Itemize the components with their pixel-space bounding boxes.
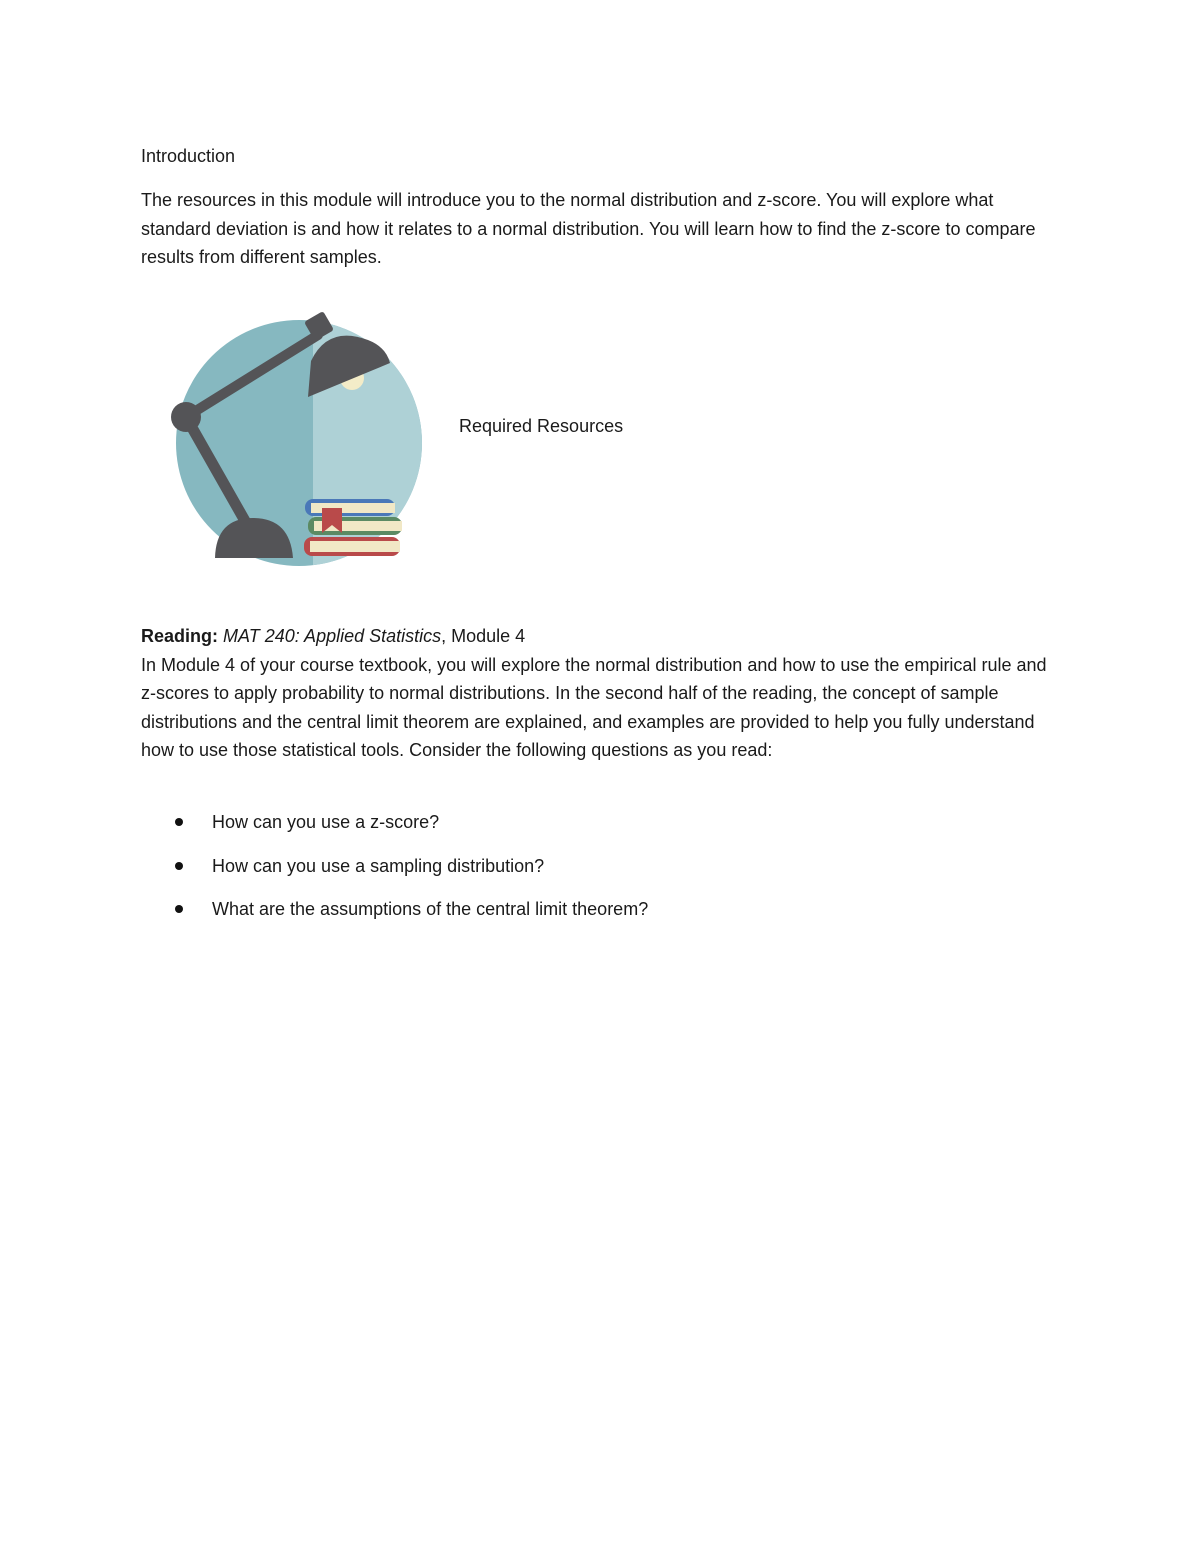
reading-source-suffix: , Module 4: [441, 626, 526, 646]
question-text: How can you use a sampling distribution?: [212, 855, 545, 876]
intro-heading: Introduction: [141, 146, 236, 166]
bullet-icon: [175, 818, 183, 826]
list-item: [141, 852, 648, 896]
reading-label: Reading:: [141, 626, 219, 646]
reading-title: [141, 622, 1066, 651]
reading-source-title: MAT 240: Applied Statistics: [223, 626, 442, 646]
question-list: [141, 808, 648, 939]
list-item: [141, 895, 648, 939]
question-text: How can you use a z-score?: [212, 812, 440, 832]
question-text: What are the assumptions of the central limit theorem?: [212, 899, 649, 920]
reading-section: [141, 622, 1066, 765]
intro-paragraph: The resources in this module will introduce you to the normal distribution and z-score. You will explore what standard deviation is and how it relates to a normal distribution. You will learn how to find the z-score to compare results from different samples.: [141, 190, 1036, 267]
book-stack: [304, 499, 402, 556]
desk-lamp-with-books-icon: [168, 305, 428, 573]
lamp-joint: [171, 402, 201, 432]
reading-description: In Module 4 of your course textbook, you will explore the normal distribution and how to use the empirical rule and z-scores to apply probability to normal distributions. In the second half of the reading, the concept of sample distributions and the central limit theorem are explained, and examples are provided to help you fully understand how to use those statistical tools. Consider the following questions as you read:: [141, 654, 1047, 760]
bullet-icon: [175, 862, 183, 870]
list-item: [141, 808, 648, 852]
required-resources-heading: Required Resources: [459, 416, 624, 436]
bullet-icon: [175, 905, 183, 913]
